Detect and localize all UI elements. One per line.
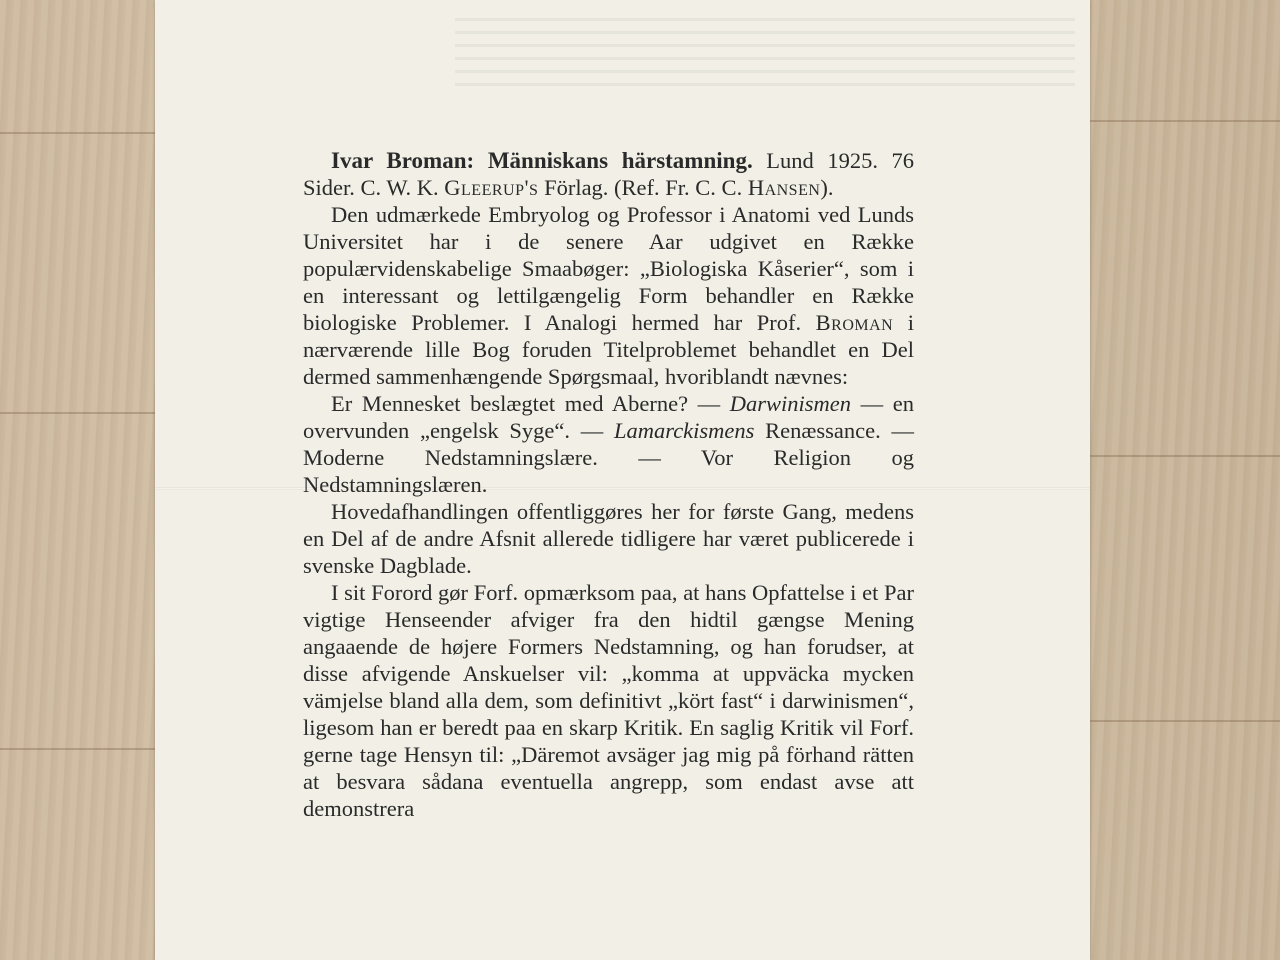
citation-lead: Lund 1925. 76 Sider. C. W. K. <box>303 148 914 200</box>
italic-term-lamarckismens: Lamarckismens <box>614 418 755 443</box>
reviewer-name: Hansen <box>747 175 821 200</box>
author-name: Broman <box>815 310 894 335</box>
wooden-table-right <box>1090 0 1280 960</box>
show-through-text <box>455 8 1075 96</box>
wooden-table-left <box>0 0 155 960</box>
citation-paragraph <box>303 147 914 201</box>
article-text <box>303 147 914 822</box>
article-heading: Ivar Broman: Människans härstamning. <box>331 148 753 173</box>
publisher-suffix: Förlag. (Ref. Fr. C. C. <box>544 175 743 200</box>
reviewer-close: ). <box>820 175 834 200</box>
body-paragraph-1: Den udmærkede Embryolog og Professor i Anatomi ved Lunds Universitet har i de senere Aar udgivet en Række populærvidenskabelige Smaabøger: „Biologiska Kåserier“, som i en interessant og lettilgængelig Form behandler en Række biologiske Problemer. I Analogi hermed har Prof. Broman i nærværende lille Bog foruden Titelproblemet behandlet en Del dermed sammenhængende Spørgsmaal, hvoriblandt nævnes: <box>303 202 914 389</box>
body-paragraph-3: Hovedafhandlingen offentliggøres her for første Gang, medens en Del af de andre Afsnit allerede tidligere har været publicerede i svenske Dagblade. <box>303 499 914 578</box>
publisher-name: Gleerup's <box>444 175 539 200</box>
body-paragraph-4: I sit Forord gør Forf. opmærksom paa, at hans Opfattelse i et Par vigtige Henseender afviger fra den hidtil gængse Mening angaaende de højere Formers Nedstamning, og han forudser, at disse afvigende Anskuelser vil: „komma at uppväcka mycken vämjelse bland alla dem, som definitivt „kört fast“ i darwinismen“, ligesom han er beredt paa en skarp Kritik. En saglig Kritik vil Forf. gerne tage Hensyn til: „Däremot avsäger jag mig på förhand rätten at besvara sådana eventuella angrepp, som endast avse att demonstrera <box>303 580 914 821</box>
body-paragraph-2: Er Mennesket beslægtet med Aberne? — Darwinismen — en overvunden „engelsk Syge“. — Lamarckismens Renæssance. — Moderne Nedstamningslære. — Vor Religion og Nedstamningslæren. <box>303 391 915 497</box>
italic-term-darwinismen: Darwinismen <box>729 391 852 416</box>
